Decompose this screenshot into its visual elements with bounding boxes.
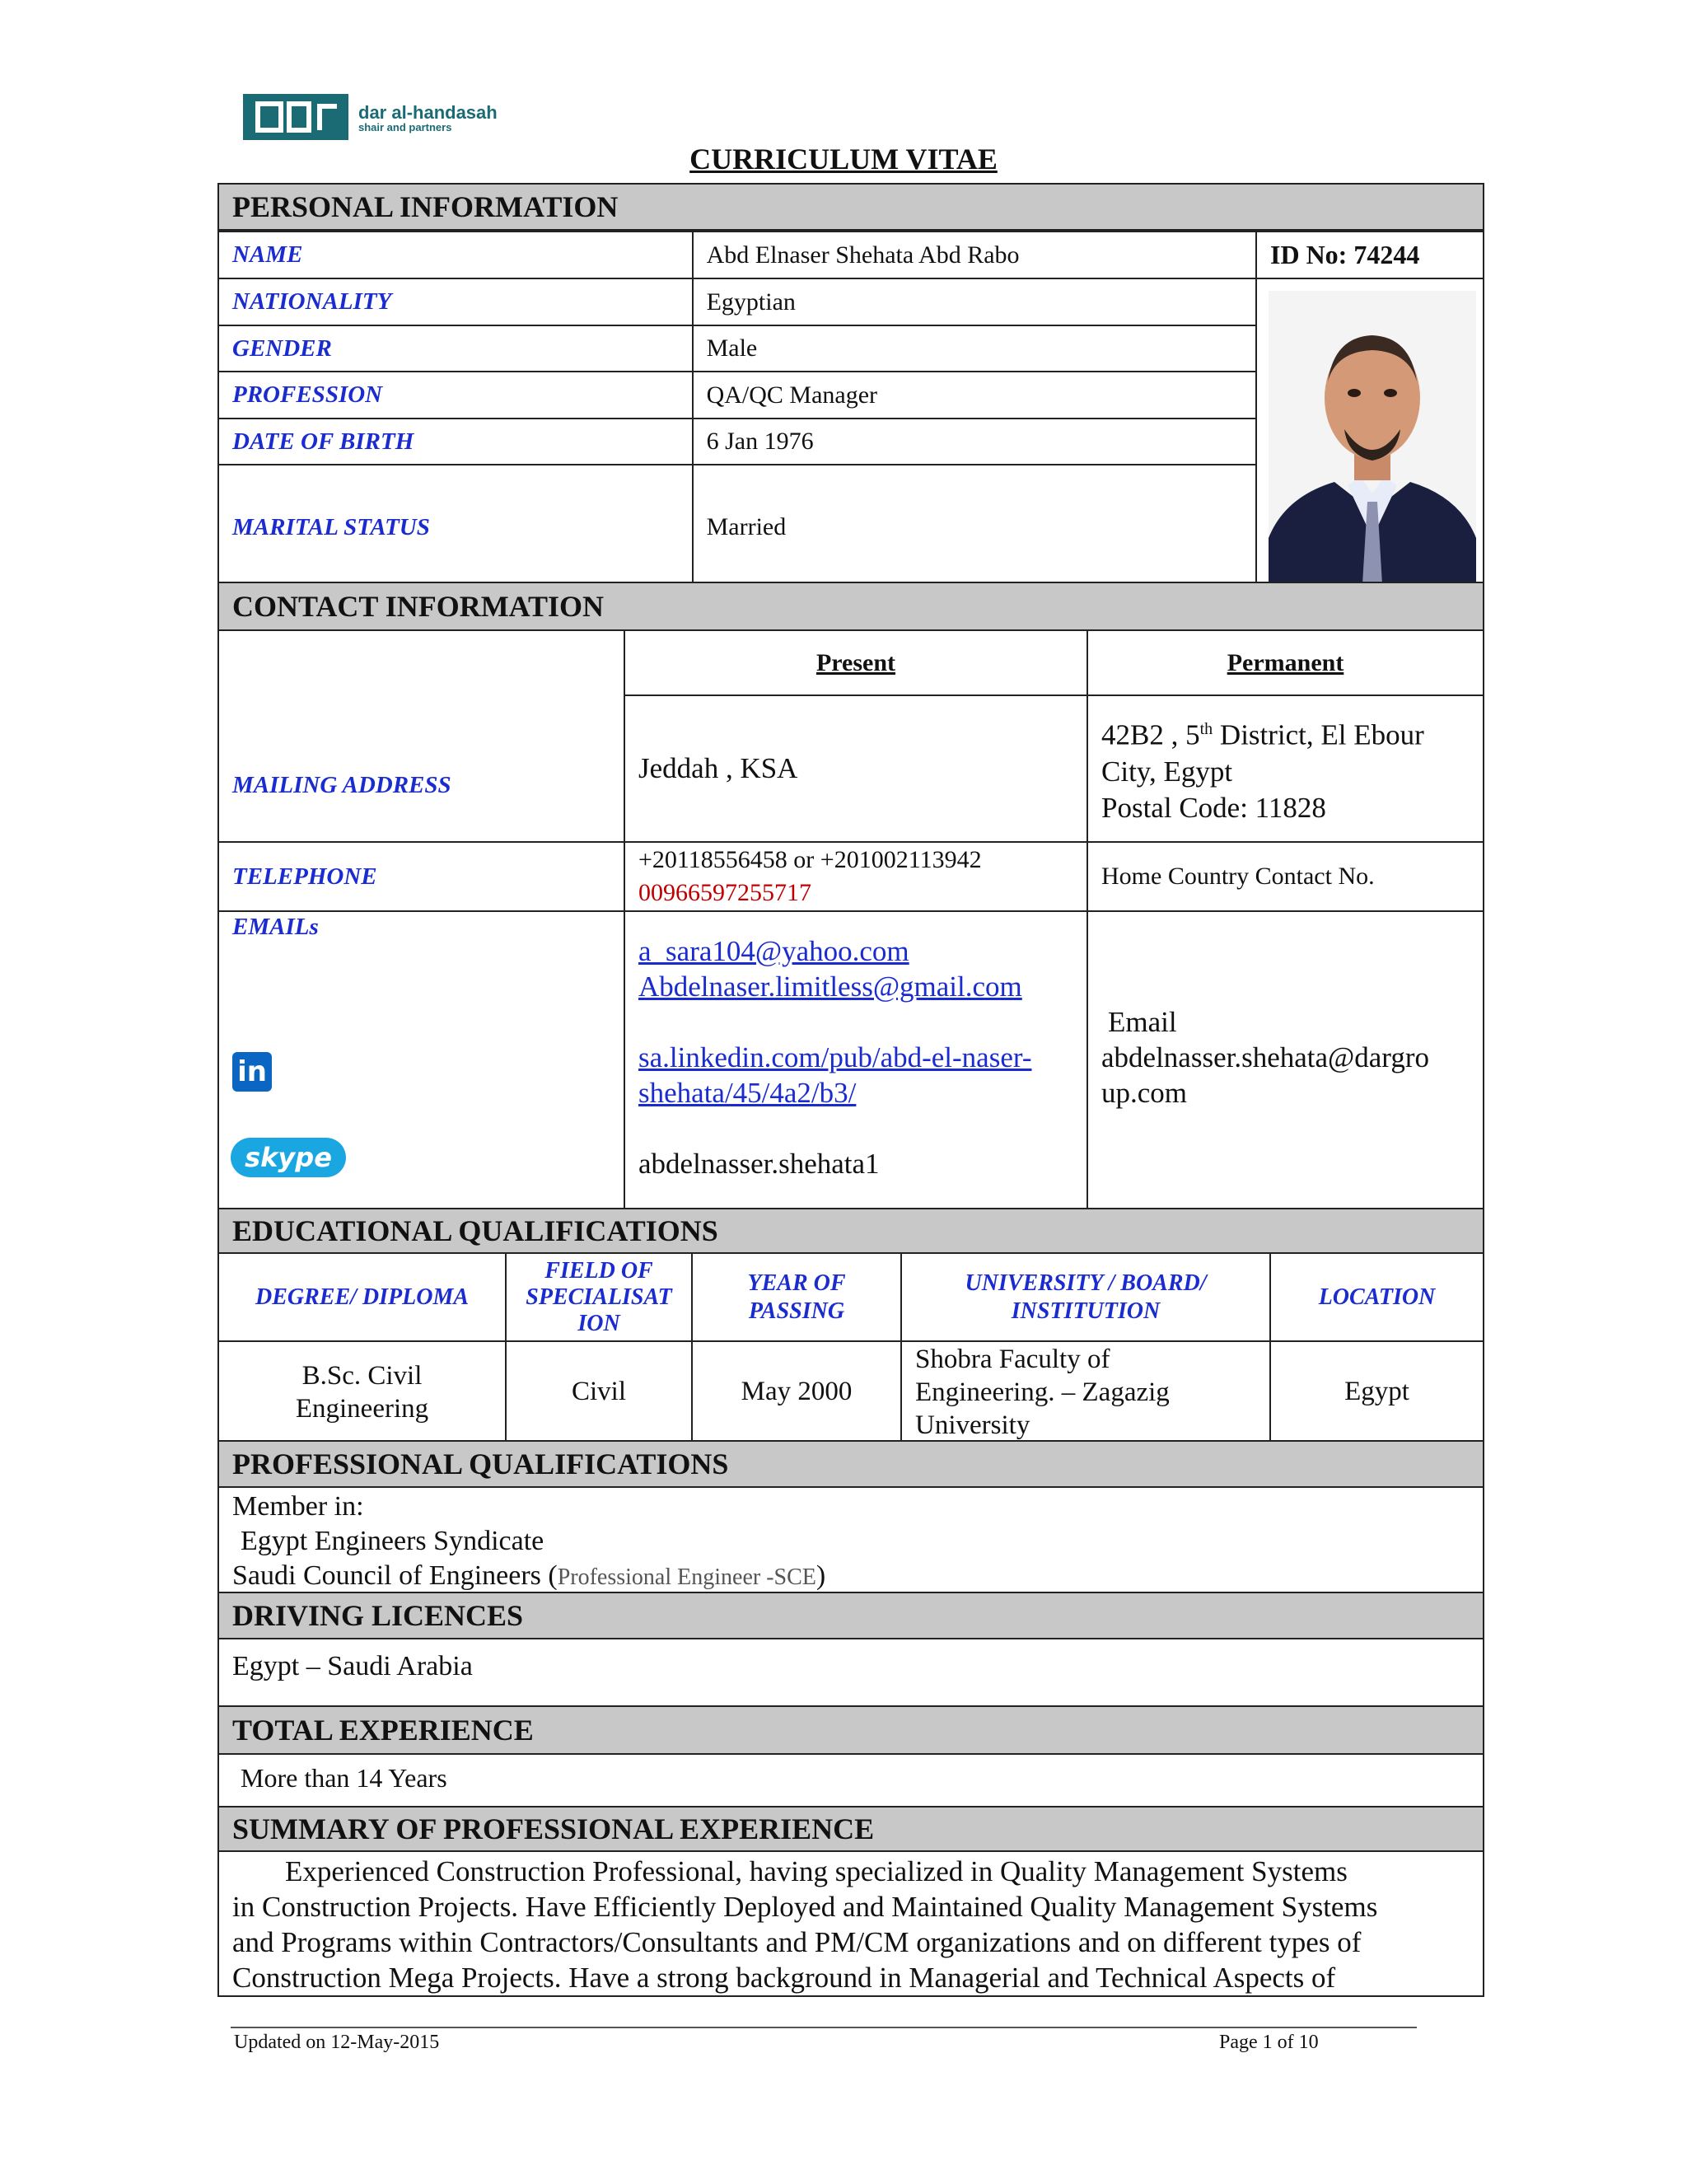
summary-line: in Construction Projects. Have Efficiently Deployed and Maintained Quality Management Systems (232, 1891, 1378, 1923)
dob-value: 6 Jan 1976 (693, 419, 1256, 465)
perm-email-1: abdelnasser.shehata@dargro (1101, 1041, 1429, 1073)
company-name: dar al-handasah (358, 102, 498, 123)
gender-value: Male (693, 325, 1256, 372)
contact-section (217, 582, 1484, 1209)
present-header: Present (624, 631, 1087, 695)
nationality-value: Egyptian (693, 278, 1256, 325)
profession-label: PROFESSION (219, 372, 693, 419)
personal-table (219, 231, 1483, 590)
professional-body (219, 1488, 1483, 1597)
emails-label-cell (219, 911, 624, 1208)
personal-heading: PERSONAL INFORMATION (219, 185, 1483, 231)
perm-email-label: Email (1108, 1006, 1177, 1038)
id-number: ID No: 74244 (1256, 231, 1483, 278)
summary-section (217, 1806, 1484, 1997)
personal-section (217, 183, 1484, 583)
phone-ksa: 00966597255717 (638, 879, 811, 906)
emails-label: EMAILs (232, 914, 319, 940)
telephone-permanent: Home Country Contact No. (1087, 842, 1483, 911)
location-header: LOCATION (1270, 1254, 1483, 1341)
telephone-present (624, 842, 1087, 911)
linkedin-link-1[interactable]: sa.linkedin.com/pub/abd-el-naser- (638, 1041, 1032, 1073)
saudi-council: Saudi Council of Engineers (Professional Engineer -SCE) (232, 1560, 826, 1591)
phone-numbers: +20118556458 or +201002113942 (638, 846, 982, 873)
summary-line: and Programs within Contractors/Consultants and PM/CM organizations and on different types of (232, 1926, 1362, 1958)
experience-heading: TOTAL EXPERIENCE (219, 1707, 1483, 1755)
footer-page-number: Page 1 of 10 (1219, 2032, 1319, 2053)
contact-table (219, 631, 1483, 1208)
company-logo (243, 92, 523, 142)
driving-section (217, 1592, 1484, 1707)
field-header: FIELD OF SPECIALISAT ION (506, 1254, 692, 1341)
footer-rule (231, 2027, 1417, 2028)
degree-value: B.Sc. Civil Engineering (219, 1341, 506, 1442)
professional-heading: PROFESSIONAL QUALIFICATIONS (219, 1442, 1483, 1488)
email-gmail-link[interactable]: Abdelnaser.limitless@gmail.com (638, 970, 1022, 1003)
skype-id: abdelnasser.shehata1 (638, 1148, 880, 1180)
professional-section (217, 1440, 1484, 1593)
skype-icon: skype (231, 1138, 346, 1177)
page-title: CURRICULUM VITAE (689, 143, 998, 175)
experience-value: More than 14 Years (241, 1763, 447, 1793)
marital-label: MARITAL STATUS (219, 465, 693, 589)
company-tagline: shair and partners (358, 121, 452, 133)
location-value: Egypt (1270, 1341, 1483, 1442)
education-table (219, 1254, 1483, 1442)
university-value: Shobra Faculty of Engineering. – Zagazig University (901, 1341, 1270, 1442)
mailing-permanent: 42B2 , 5th District, El Ebour City, Egypt Postal Code: 11828 (1087, 695, 1483, 842)
linkedin-icon: in (232, 1052, 272, 1092)
contact-heading: CONTACT INFORMATION (219, 583, 1483, 631)
year-header: YEAR OF PASSING (692, 1254, 901, 1341)
degree-header: DEGREE/ DIPLOMA (219, 1254, 506, 1341)
member-in: Member in: (232, 1491, 364, 1522)
marital-value: Married (693, 465, 1256, 589)
name-value: Abd Elnaser Shehata Abd Rabo (693, 231, 1256, 278)
summary-line: Experienced Construction Professional, having specialized in Quality Management Systems (285, 1855, 1348, 1887)
footer-updated: Updated on 12-May-2015 (234, 2032, 440, 2053)
summary-body (219, 1852, 1483, 1997)
name-label: NAME (219, 231, 693, 278)
emails-present (624, 911, 1087, 1208)
dob-label: DATE OF BIRTH (219, 419, 693, 465)
year-value: May 2000 (692, 1341, 901, 1442)
permanent-header: Permanent (1087, 631, 1483, 695)
perm-email-2: up.com (1101, 1077, 1188, 1109)
email-yahoo-link[interactable]: a_sara104@yahoo.com (638, 935, 909, 967)
nationality-label: NATIONALITY (219, 278, 693, 325)
egypt-syndicate: Egypt Engineers Syndicate (241, 1526, 544, 1556)
field-value: Civil (506, 1341, 692, 1442)
profile-photo (1269, 291, 1476, 584)
education-heading: EDUCATIONAL QUALIFICATIONS (219, 1209, 1483, 1254)
photo-cell (1256, 278, 1483, 589)
summary-line: Construction Mega Projects. Have a strong background in Managerial and Technical Aspects of (232, 1962, 1336, 1994)
profession-value: QA/QC Manager (693, 372, 1256, 419)
gender-label: GENDER (219, 325, 693, 372)
education-section (217, 1208, 1484, 1442)
university-header: UNIVERSITY / BOARD/ INSTITUTION (901, 1254, 1270, 1341)
driving-heading: DRIVING LICENCES (219, 1593, 1483, 1639)
mailing-label: MAILING ADDRESS (219, 631, 624, 842)
linkedin-link-2[interactable]: shehata/45/4a2/b3/ (638, 1077, 857, 1109)
driving-value: Egypt – Saudi Arabia (232, 1651, 473, 1681)
telephone-label: TELEPHONE (219, 842, 624, 911)
summary-heading: SUMMARY OF PROFESSIONAL EXPERIENCE (219, 1808, 1483, 1852)
mailing-present: Jeddah , KSA (624, 695, 1087, 842)
emails-permanent (1087, 911, 1483, 1208)
experience-section (217, 1705, 1484, 1808)
